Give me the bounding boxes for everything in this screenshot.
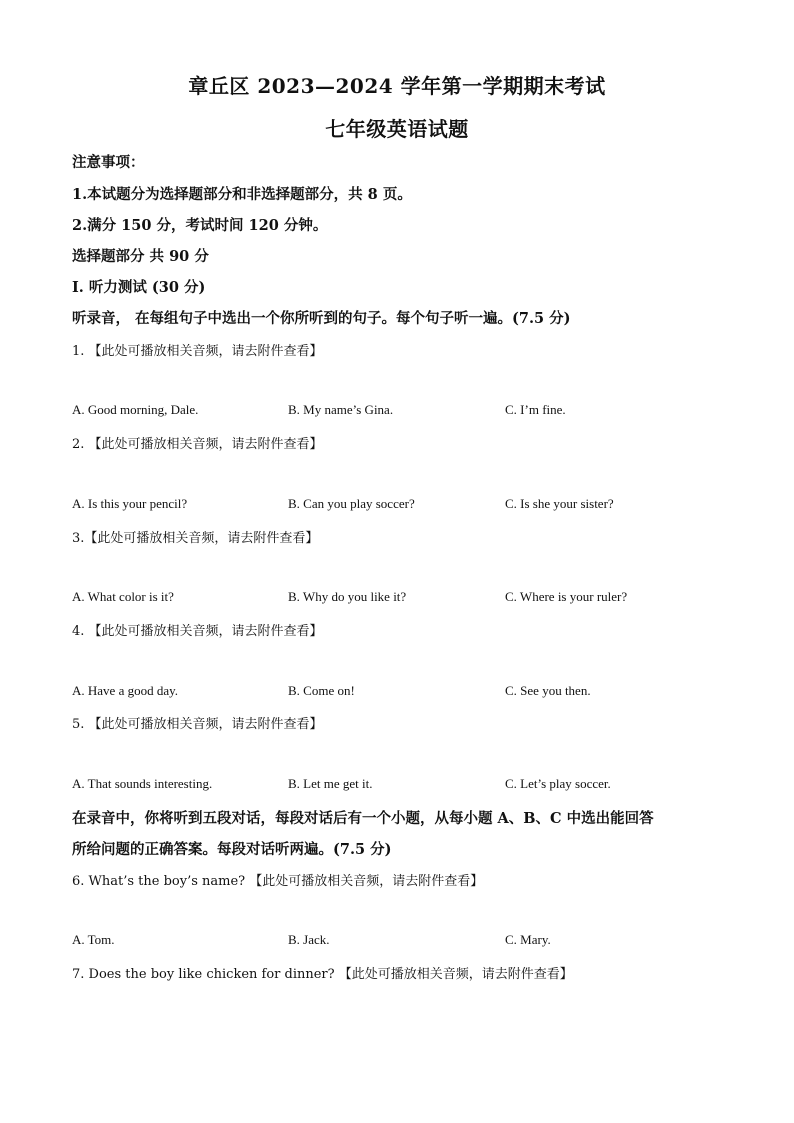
question-1-prompt: 1. 【此处可播放相关音频，请去附件查看】 [72, 344, 323, 359]
question-4-option-b: B. Come on! [288, 683, 355, 698]
question-4-option-c: C. See you then. [505, 683, 591, 698]
question-5-option-c: C. Let’s play soccer. [505, 776, 611, 791]
question-2-prompt: 2. 【此处可播放相关音频，请去附件查看】 [72, 437, 323, 452]
question-1-option-b: B. My name’s Gina. [288, 402, 394, 417]
question-3-option-a: A. What color is it? [72, 589, 174, 604]
notice-item-2: 2.满分 150 分，考试时间 120 分钟。 [72, 217, 328, 234]
listening-instruction-2-line-1: 在录音中，你将听到五段对话，每段对话后有一个小题，从每小题 A、B、C 中选出能回答 [72, 810, 654, 827]
question-2-option-b: B. Can you play soccer? [288, 496, 415, 511]
question-2-option-a: A. Is this your pencil? [72, 496, 188, 511]
listening-heading: I. 听力测试 (30 分) [72, 279, 206, 296]
listening-instruction-2-line-2: 所给问题的正确答案。每段对话听两遍。(7.5 分) [72, 841, 392, 858]
question-3-option-b: B. Why do you like it? [288, 589, 407, 604]
part-heading: 选择题部分 共 90 分 [72, 248, 209, 265]
notice-item-1: 1.本试题分为选择题部分和非选择题部分，共 8 页。 [72, 186, 412, 203]
listening-instruction-1: 听录音， 在每组句子中选出一个你所听到的句子。每个句子听一遍。(7.5 分) [72, 310, 571, 327]
question-3-prompt: 3.【此处可播放相关音频，请去附件查看】 [72, 531, 319, 546]
question-4-prompt: 4. 【此处可播放相关音频，请去附件查看】 [72, 624, 323, 639]
notice-heading: 注意事项： [72, 154, 145, 171]
exam-title: 章丘区 2023—2024 学年第一学期期末考试 [188, 74, 606, 98]
question-6-option-b: B. Jack. [288, 932, 330, 947]
question-6-option-c: C. Mary. [505, 932, 551, 947]
question-1-option-c: C. I’m fine. [505, 402, 566, 417]
exam-subtitle: 七年级英语试题 [325, 117, 469, 141]
question-7-prompt: 7. Does the boy like chicken for dinner? 【此处可播放相关音频，请去附件查看】 [72, 967, 573, 982]
question-5-prompt: 5. 【此处可播放相关音频，请去附件查看】 [72, 717, 323, 732]
question-1-option-a: A. Good morning, Dale. [72, 402, 199, 417]
question-2-option-c: C. Is she your sister? [505, 496, 614, 511]
question-6-prompt: 6. What’s the boy’s name? 【此处可播放相关音频，请去附件查看】 [72, 874, 484, 889]
question-3-option-c: C. Where is your ruler? [505, 589, 628, 604]
question-6-option-a: A. Tom. [72, 932, 115, 947]
question-4-option-a: A. Have a good day. [72, 683, 179, 698]
question-5-option-b: B. Let me get it. [288, 776, 373, 791]
question-5-option-a: A. That sounds interesting. [72, 776, 213, 791]
